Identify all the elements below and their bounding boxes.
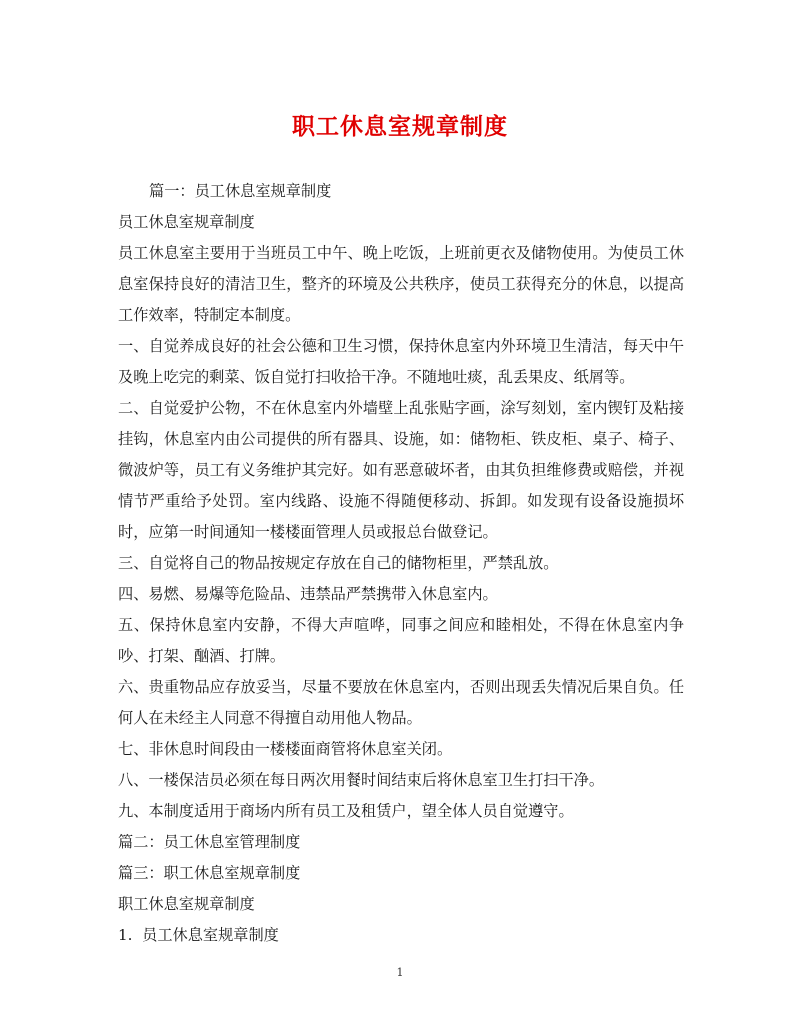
rule-3: 三、自觉将自己的物品按规定存放在自己的储物柜里，严禁乱放。 [118, 554, 559, 572]
rule-7: 七、非休息时间段由一楼楼面商管将休息室关闭。 [118, 740, 453, 758]
section-heading-2: 篇二：员工休息室管理制度 [118, 833, 301, 851]
rule-9: 九、本制度适用于商场内所有员工及租赁户，望全体人员自觉遵守。 [118, 802, 574, 820]
section-heading-1: 篇一：员工休息室规章制度 [149, 182, 332, 200]
rule-4: 四、易燃、易爆等危险品、违禁品严禁携带入休息室内。 [118, 585, 498, 603]
page-number: 1 [396, 966, 404, 979]
section-heading-3: 篇三：职工休息室规章制度 [118, 864, 301, 882]
document-title: 职工休息室规章制度 [292, 114, 508, 140]
rule-8: 八、一楼保洁员必须在每日两次用餐时间结束后将休息室卫生打扫干净。 [118, 771, 604, 789]
sub-title: 员工休息室规章制度 [118, 213, 255, 231]
rule-6: 六、贵重物品应存放妥当，尽量不要放在休息室内，否则出现丢失情况后果自负。任何人在未经主人同意不得擅自动用他人物品。 [118, 678, 684, 727]
rule-1: 一、自觉养成良好的社会公德和卫生习惯，保持休息室内外环境卫生清洁，每天中午及晚上吃完的剩菜、饭自觉打扫收拾干净。不随地吐痰，乱丢果皮、纸屑等。 [118, 337, 684, 386]
document-body [118, 176, 684, 951]
rule-2: 二、自觉爱护公物，不在休息室内外墙壁上乱张贴字画，涂写刻划，室内锲钉及粘接挂钩，休息室内由公司提供的所有器具、设施，如：储物柜、铁皮柜、桌子、椅子、微波炉等，员工有义务维护其完好。如有恶意破坏者，由其负担维修费或赔偿，并视情节严重给予处罚。室内线路、设施不得随便移动、拆卸。如发现有设备设施损坏时，应第一时间通知一楼楼面管理人员或报总台做登记。 [118, 399, 684, 541]
numbered-item-1: 1. 员工休息室规章制度 [118, 926, 279, 944]
sub-title-2: 职工休息室规章制度 [118, 895, 255, 913]
rule-5: 五、保持休息室内安静，不得大声喧哗，同事之间应和睦相处，不得在休息室内争吵、打架、酗酒、打牌。 [118, 616, 684, 665]
intro-paragraph: 员工休息室主要用于当班员工中午、晚上吃饭，上班前更衣及储物使用。为使员工休息室保持良好的清洁卫生，整齐的环境及公共秩序，使员工获得充分的休息，以提高工作效率，特制定本制度。 [118, 244, 684, 324]
